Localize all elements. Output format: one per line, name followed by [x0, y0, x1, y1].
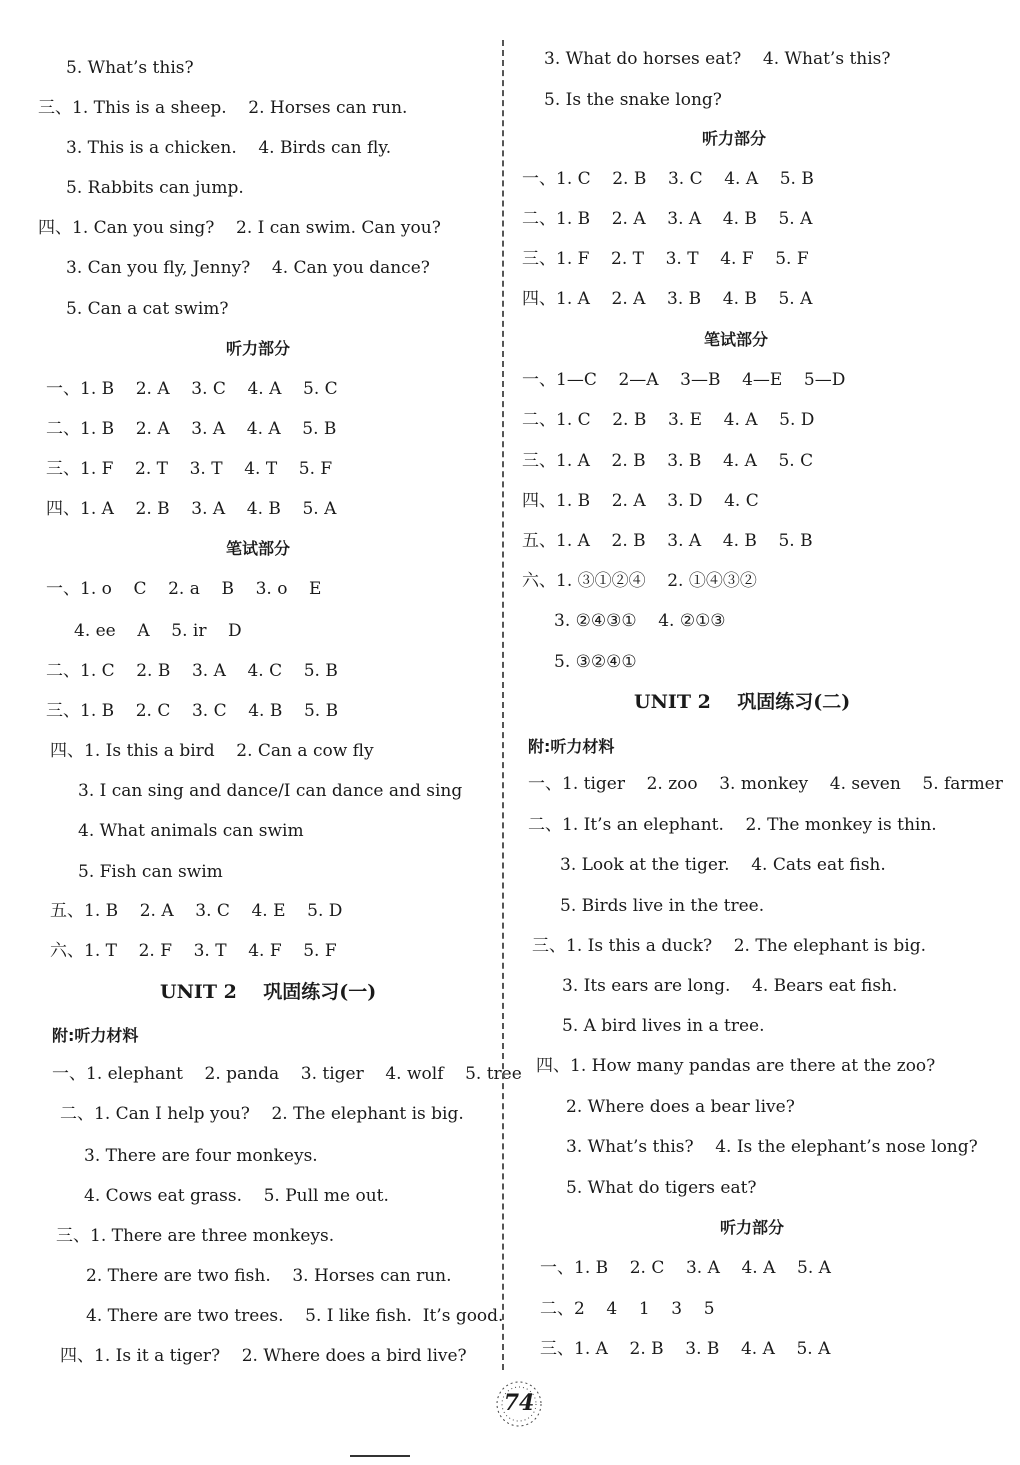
answer-line: 3. What’s this? 4. Is the elephant’s nose long? [566, 1137, 978, 1157]
answer-line: 四、1. Is this a bird 2. Can a cow fly [50, 741, 374, 761]
answer-line: 5. Rabbits can jump. [66, 178, 244, 198]
answer-line: 3. Its ears are long. 4. Bears eat fish. [562, 976, 898, 996]
answer-line: 一、1. B 2. C 3. A 4. A 5. A [540, 1258, 831, 1278]
answer-line: 3. Look at the tiger. 4. Cats eat fish. [560, 855, 886, 875]
answer-line: 5. Is the snake long? [544, 90, 722, 110]
answer-line: 4. What animals can swim [78, 821, 304, 841]
answer-line: 三、1. This is a sheep. 2. Horses can run. [38, 98, 408, 118]
answer-line: 一、1. B 2. A 3. C 4. A 5. C [46, 379, 338, 399]
answer-line: 六、1. T 2. F 3. T 4. F 5. F [50, 941, 337, 961]
section-heading: 听力部分 [226, 339, 291, 358]
answer-line: 5. Birds live in the tree. [560, 896, 765, 916]
answer-line: 四、1. Can you sing? 2. I can swim. Can you? [38, 218, 441, 238]
answer-line: 三、1. A 2. B 3. B 4. A 5. C [522, 451, 814, 471]
answer-line: 三、1. F 2. T 3. T 4. F 5. F [522, 249, 809, 269]
answer-line: 四、1. A 2. B 3. A 4. B 5. A [46, 499, 337, 519]
answer-line: 二、1. B 2. A 3. A 4. B 5. A [522, 209, 813, 229]
answer-line: 二、1. B 2. A 3. A 4. A 5. B [46, 419, 337, 439]
answer-line: 2. There are two fish. 3. Horses can run. [86, 1266, 452, 1286]
answer-line: 一、1. o C 2. a B 3. o E [46, 579, 322, 599]
answer-line: 四、1. B 2. A 3. D 4. C [522, 491, 759, 511]
answer-line: 一、1. C 2. B 3. C 4. A 5. B [522, 169, 814, 189]
answer-line: 3. There are four monkeys. [84, 1146, 318, 1166]
answer-line: 二、1. It’s an elephant. 2. The monkey is thin. [528, 815, 937, 835]
section-heading: 笔试部分 [226, 539, 291, 558]
answer-line: 四、1. Is it a tiger? 2. Where does a bird live? [60, 1346, 467, 1366]
unit-title: UNIT 2 巩固练习(一) [160, 981, 377, 1003]
answer-line: 二、1. C 2. B 3. A 4. C 5. B [46, 661, 338, 681]
answer-line: 三、1. F 2. T 3. T 4. T 5. F [46, 459, 333, 479]
answer-line: 一、1—C 2—A 3—B 4—E 5—D [522, 370, 846, 390]
answer-line: 四、1. A 2. A 3. B 4. B 5. A [522, 289, 813, 309]
footer-mark [350, 1455, 410, 1460]
answer-line: 5. ③②④① [554, 652, 637, 672]
answer-line: 5. Fish can swim [78, 862, 223, 882]
answer-line: 一、1. elephant 2. panda 3. tiger 4. wolf 5. tree [52, 1064, 522, 1084]
page-number: 74 [503, 1390, 535, 1416]
answer-line: 2. Where does a bear live? [566, 1097, 795, 1117]
answer-line: 二、1. C 2. B 3. E 4. A 5. D [522, 410, 815, 430]
answer-line: 3. I can sing and dance/I can dance and sing [78, 781, 463, 801]
column-divider [502, 40, 504, 1370]
section-heading: 附:听力材料 [52, 1026, 139, 1045]
section-heading: 听力部分 [702, 129, 767, 148]
answer-line: 二、2 4 1 3 5 [540, 1299, 715, 1319]
answer-line: 3. This is a chicken. 4. Birds can fly. [66, 138, 392, 158]
answer-line: 四、1. How many pandas are there at the zoo? [536, 1056, 936, 1076]
answer-line: 4. ee A 5. ir D [74, 621, 242, 641]
answer-line: 六、1. ③①②④ 2. ①④③② [522, 571, 757, 591]
answer-line: 3. What do horses eat? 4. What’s this? [544, 49, 891, 69]
answer-line: 五、1. B 2. A 3. C 4. E 5. D [50, 901, 343, 921]
section-heading: 附:听力材料 [528, 737, 615, 756]
answer-line: 3. Can you fly, Jenny? 4. Can you dance? [66, 258, 430, 278]
unit-title: UNIT 2 巩固练习(二) [634, 691, 851, 713]
answer-line: 三、1. Is this a duck? 2. The elephant is big. [532, 936, 926, 956]
answer-line: 4. Cows eat grass. 5. Pull me out. [84, 1186, 389, 1206]
answer-line: 5. Can a cat swim? [66, 299, 229, 319]
answer-line: 一、1. tiger 2. zoo 3. monkey 4. seven 5. farmer [528, 774, 1003, 794]
answer-line: 5. A bird lives in a tree. [562, 1016, 765, 1036]
section-heading: 听力部分 [720, 1218, 785, 1237]
page-number-badge [491, 1376, 547, 1432]
answer-line: 5. What do tigers eat? [566, 1178, 757, 1198]
answer-line: 4. There are two trees. 5. I like fish. It’s good. [86, 1306, 504, 1326]
section-heading: 笔试部分 [704, 330, 769, 349]
answer-line: 三、1. A 2. B 3. B 4. A 5. A [540, 1339, 831, 1359]
answer-line: 三、1. B 2. C 3. C 4. B 5. B [46, 701, 339, 721]
answer-line: 二、1. Can I help you? 2. The elephant is big. [60, 1104, 464, 1124]
answer-line: 五、1. A 2. B 3. A 4. B 5. B [522, 531, 813, 551]
answer-line: 3. ②④③① 4. ②①③ [554, 611, 726, 631]
answer-line: 5. What’s this? [66, 58, 194, 78]
answer-line: 三、1. There are three monkeys. [56, 1226, 335, 1246]
